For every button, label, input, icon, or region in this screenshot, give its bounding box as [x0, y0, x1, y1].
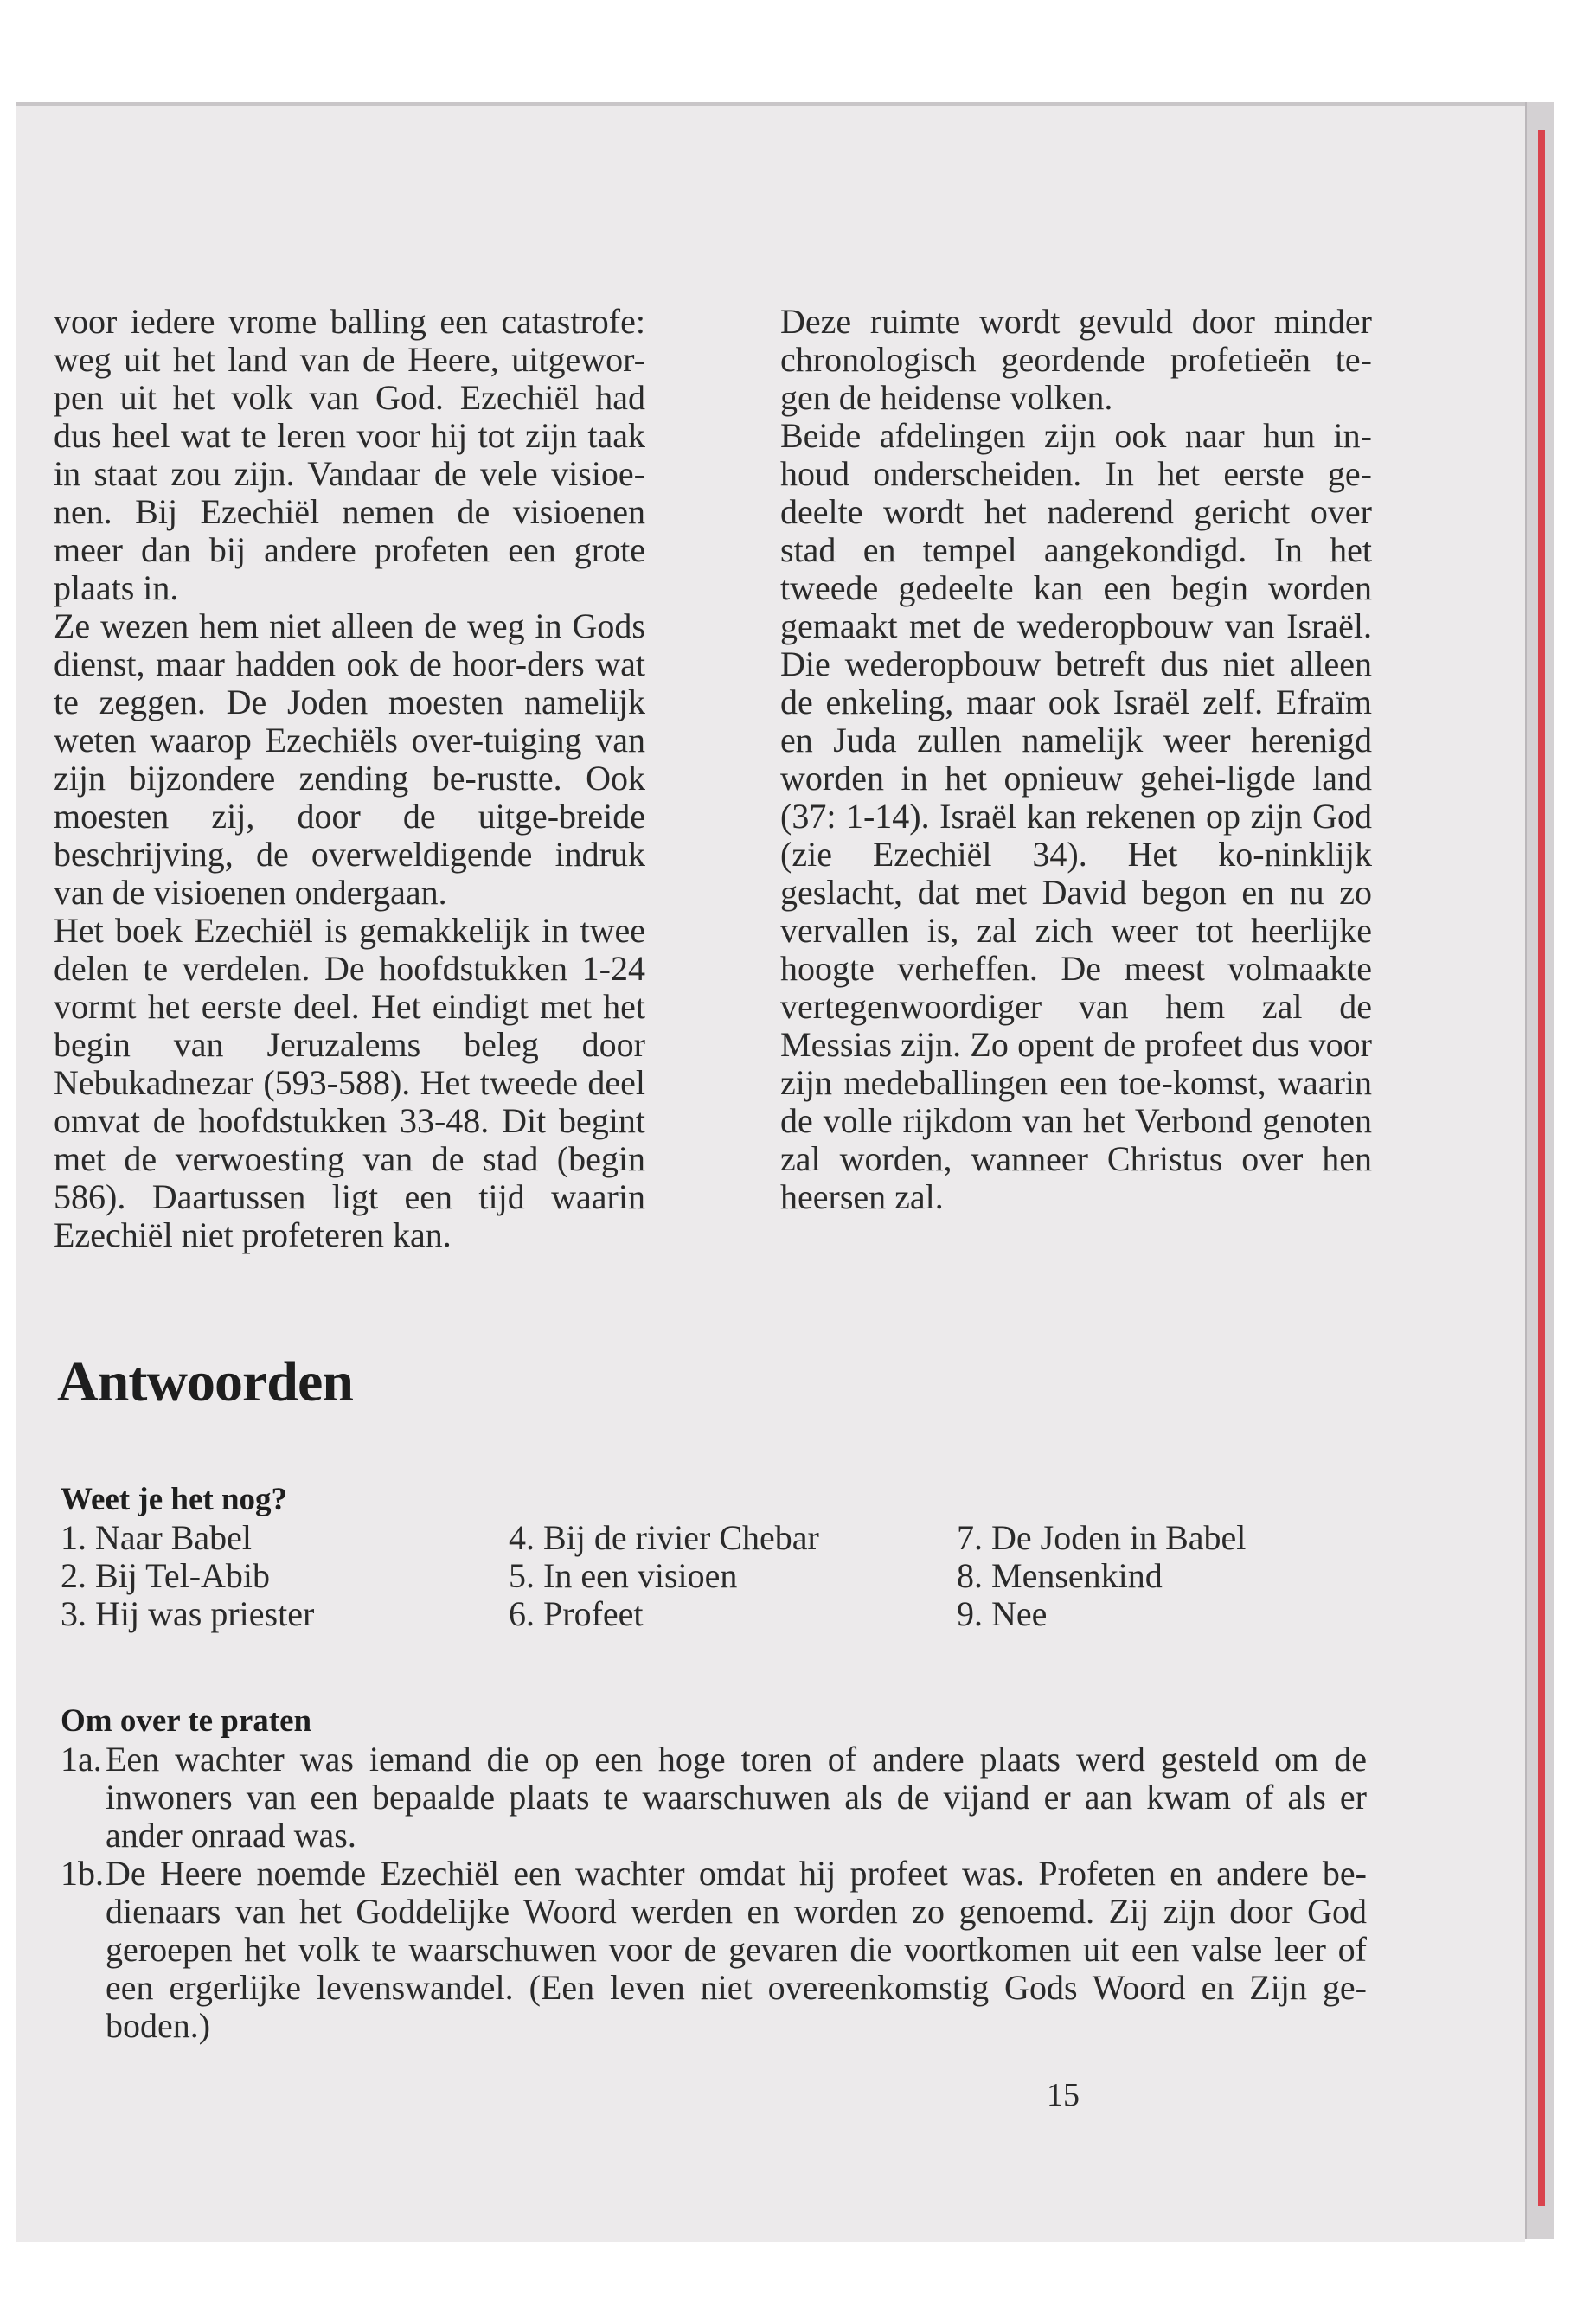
- quiz-answer: 5. In een visioen: [509, 1556, 738, 1595]
- quiz-answer: 6. Profeet: [509, 1594, 644, 1633]
- discuss-list: [61, 1740, 1367, 2045]
- quiz-answer: 8. Mensenkind: [957, 1556, 1163, 1595]
- quiz-answer: 7. De Joden in Babel: [957, 1518, 1247, 1557]
- discuss-title: Om over te praten: [61, 1703, 312, 1739]
- discuss-item: [61, 1855, 1367, 2045]
- discuss-item: [61, 1740, 1367, 1855]
- left-text-column: voor iedere vrome balling een catastrofe: weg uit het land van de Heere, uitgewor-pen uit het volk van God. Ezechiël had dus heel wat te leren voor hij tot zijn taak in staat zou zijn. Vandaar de vele visioe-nen. Bij Ezechiël nemen de visioenen meer dan bij andere profeten een grote plaats in. Ze wezen hem niet alleen de weg in Gods dienst, maar hadden ook de hoor-ders wat te zeggen. De Joden moesten namelijk weten waarop Ezechiëls over-tuiging van zijn bijzondere zending be-rustte. Ook moesten zij, door de uitge-breide beschrijving, de overweldigende indruk van de visioenen ondergaan. Het boek Ezechiël is gemakkelijk in twee delen te verdelen. De hoofdstukken 1-24 vormt het eerste deel. Het eindigt met het begin van Jeruzalems beleg door Nebukadnezar (593-588). Het tweede deel omvat de hoofdstukken 33-48. Dit begint met de verwoesting van de stad (begin 586). Daartussen ligt een tijd waarin Ezechiël niet profeteren kan.: [54, 302, 645, 1254]
- discuss-item-text: Een wachter was iemand die op een hoge toren of andere plaats werd gesteld om de inwoners van een bepaalde plaats te waarschuwen als de vijand er aan kwam of als er ander onraad was.: [106, 1740, 1367, 1855]
- discuss-item-number: 1a.: [61, 1740, 102, 1779]
- answers-heading: Antwoorden: [57, 1350, 354, 1413]
- quiz-answer: 4. Bij de rivier Chebar: [509, 1518, 819, 1557]
- quiz-answers-list: [61, 1519, 1306, 1633]
- quiz-answer: 3. Hij was priester: [61, 1594, 315, 1633]
- discuss-item-text: De Heere noemde Ezechiël een wachter omdat hij profeet was. Profeten en andere be-dienaars van het Goddelijke Woord werden en worden zo genoemd. Zij zijn door God geroepen het volk te waarschuwen voor de gevaren die voortkomen uit een valse leer of een ergerlijke levenswandel. (Een leven niet overeenkomstig Gods Woord en Zijn ge-boden.): [106, 1854, 1367, 2045]
- page-number: 15: [1047, 2077, 1080, 2113]
- book-cover-edge: [1538, 130, 1545, 2206]
- quiz-answer: 9. Nee: [957, 1594, 1048, 1633]
- discuss-item-number: 1b.: [61, 1854, 104, 1893]
- quiz-title: Weet je het nog?: [61, 1482, 288, 1517]
- quiz-answer: 2. Bij Tel-Abib: [61, 1556, 271, 1595]
- quiz-answer: 1. Naar Babel: [61, 1518, 253, 1557]
- right-text-column: Deze ruimte wordt gevuld door minder chronologisch geordende profetieën te-gen de heidense volken. Beide afdelingen zijn ook naar hun in-houd onderscheiden. In het eerste ge-deelte wordt het naderend gericht over stad en tempel aangekondigd. In het tweede gedeelte kan een begin worden gemaakt met de wederopbouw van Israël. Die wederopbouw betreft dus niet alleen de enkeling, maar ook Israël zelf. Efraïm en Juda zullen namelijk weer herenigd worden in het opnieuw gehei-ligde land (37: 1-14). Israël kan rekenen op zijn God (zie Ezechiël 34). Het ko-ninklijk geslacht, dat met David begon en nu zo vervallen is, zal zich weer tot heerlijke hoogte verheffen. De meest volmaakte vertegenwoordiger van hem zal de Messias zijn. Zo opent de profeet dus voor zijn medeballingen een toe-komst, waarin de volle rijkdom van het Verbond genoten zal worden, wanneer Christus over hen heersen zal.: [780, 302, 1372, 1216]
